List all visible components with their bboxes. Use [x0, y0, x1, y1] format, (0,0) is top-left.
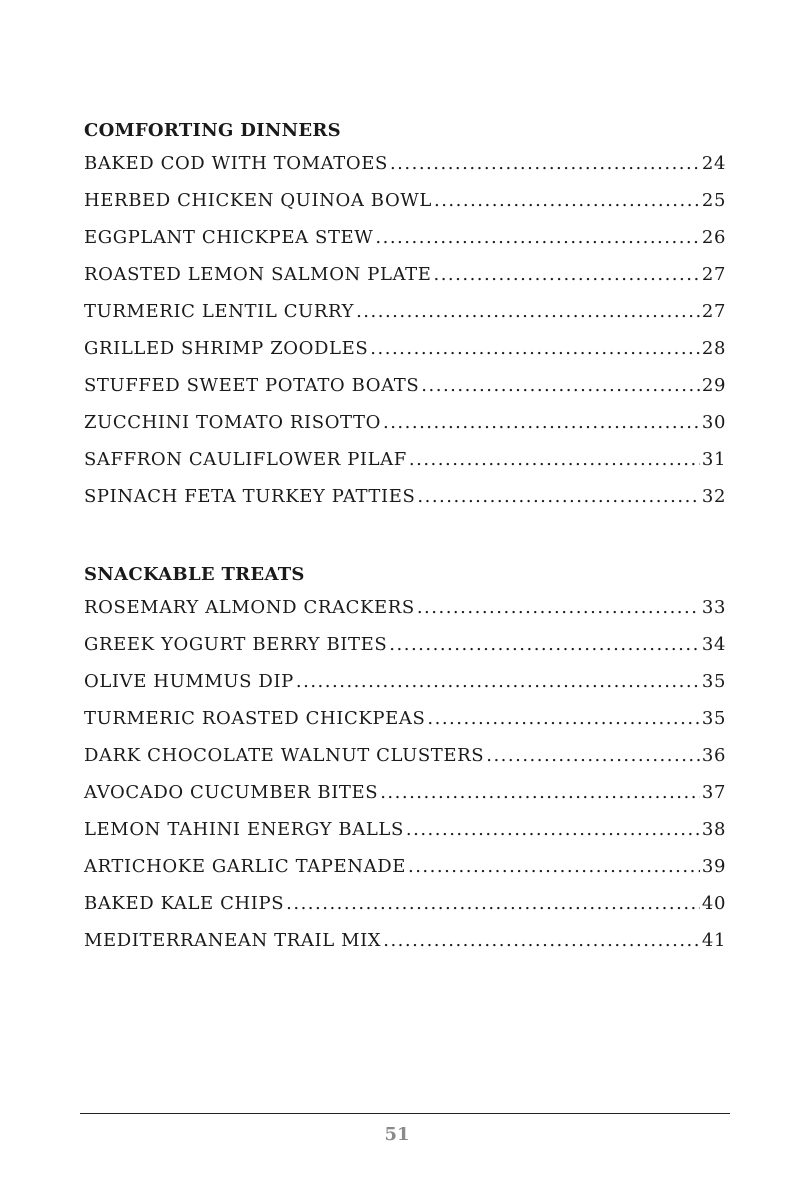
entry-page-number: 41 — [701, 930, 726, 951]
entry-page-number: 31 — [701, 449, 726, 470]
dot-leader — [433, 264, 699, 285]
dot-leader — [421, 375, 700, 396]
entry-title: TURMERIC LENTIL CURRY — [84, 301, 355, 322]
entry-title: GREEK YOGURT BERRY BITES — [84, 634, 388, 655]
entry-title: DARK CHOCOLATE WALNUT CLUSTERS — [84, 745, 485, 766]
toc-section-snacks — [84, 560, 726, 967]
toc-entry[interactable] — [84, 597, 726, 634]
entry-title: SAFFRON CAULIFLOWER PILAF — [84, 449, 407, 470]
entry-title: ROSEMARY ALMOND CRACKERS — [84, 597, 415, 618]
dot-leader — [406, 819, 700, 840]
entry-title: HERBED CHICKEN QUINOA BOWL — [84, 190, 432, 211]
entry-page-number: 39 — [701, 856, 726, 877]
dot-leader — [486, 745, 700, 766]
entry-title: ARTICHOKE GARLIC TAPENADE — [84, 856, 406, 877]
entry-page-number: 30 — [701, 412, 726, 433]
section-heading: COMFORTING DINNERS — [84, 120, 341, 141]
dot-leader — [417, 597, 700, 618]
toc-entry[interactable] — [84, 708, 726, 745]
toc-entry[interactable] — [84, 375, 726, 412]
toc-entry[interactable] — [84, 153, 726, 190]
entry-title: MEDITERRANEAN TRAIL MIX — [84, 930, 382, 951]
dot-leader — [417, 486, 700, 507]
entry-page-number: 27 — [701, 264, 726, 285]
entry-title: GRILLED SHRIMP ZOODLES — [84, 338, 369, 359]
entry-page-number: 34 — [701, 634, 726, 655]
entry-title: BAKED KALE CHIPS — [84, 893, 285, 914]
toc-entry[interactable] — [84, 301, 726, 338]
dot-leader — [383, 930, 700, 951]
toc-entry[interactable] — [84, 486, 726, 523]
toc-entry[interactable] — [84, 782, 726, 819]
entry-title: BAKED COD WITH TOMATOES — [84, 153, 388, 174]
entry-title: LEMON TAHINI ENERGY BALLS — [84, 819, 404, 840]
entry-title: EGGPLANT CHICKPEA STEW — [84, 227, 374, 248]
dot-leader — [375, 227, 700, 248]
dot-leader — [296, 671, 700, 692]
entry-page-number: 29 — [701, 375, 726, 396]
entry-page-number: 25 — [701, 190, 726, 211]
entry-title: TURMERIC ROASTED CHICKPEAS — [84, 708, 426, 729]
entry-page-number: 28 — [701, 338, 726, 359]
toc-entry[interactable] — [84, 634, 726, 671]
entry-page-number: 38 — [701, 819, 726, 840]
dot-leader — [434, 190, 700, 211]
entry-page-number: 37 — [701, 782, 726, 803]
dot-leader — [286, 893, 700, 914]
toc-entry[interactable] — [84, 819, 726, 856]
entry-title: AVOCADO CUCUMBER BITES — [84, 782, 379, 803]
entry-page-number: 27 — [701, 301, 726, 322]
footer-rule — [80, 1113, 730, 1114]
toc-section-dinners — [84, 116, 726, 523]
footer-page-number: 51 — [384, 1124, 410, 1145]
dot-leader — [427, 708, 700, 729]
entry-title: ZUCCHINI TOMATO RISOTTO — [84, 412, 381, 433]
dot-leader — [389, 634, 700, 655]
toc-entry[interactable] — [84, 930, 726, 967]
dot-leader — [356, 301, 700, 322]
toc-entry[interactable] — [84, 449, 726, 486]
toc-entry[interactable] — [84, 190, 726, 227]
toc-entry[interactable] — [84, 745, 726, 782]
entry-page-number: 36 — [701, 745, 726, 766]
dot-leader — [409, 449, 700, 470]
dot-leader — [390, 153, 700, 174]
entry-page-number: 35 — [701, 671, 726, 692]
entry-page-number: 26 — [701, 227, 726, 248]
entry-title: SPINACH FETA TURKEY PATTIES — [84, 486, 416, 507]
entry-title: ROASTED LEMON SALMON PLATE — [84, 264, 432, 285]
toc-entry[interactable] — [84, 227, 726, 264]
entry-page-number: 32 — [701, 486, 726, 507]
entry-page-number: 35 — [701, 708, 726, 729]
dot-leader — [408, 856, 700, 877]
entry-title: STUFFED SWEET POTATO BOATS — [84, 375, 420, 396]
section-heading: SNACKABLE TREATS — [84, 564, 305, 585]
toc-entry[interactable] — [84, 338, 726, 375]
toc-entry[interactable] — [84, 893, 726, 930]
entry-title: OLIVE HUMMUS DIP — [84, 671, 294, 692]
entry-page-number: 40 — [701, 893, 726, 914]
dot-leader — [383, 412, 700, 433]
entry-page-number: 33 — [701, 597, 726, 618]
toc-entry[interactable] — [84, 671, 726, 708]
toc-entry[interactable] — [84, 412, 726, 449]
toc-entry[interactable] — [84, 856, 726, 893]
toc-entry[interactable] — [84, 264, 726, 301]
dot-leader — [380, 782, 700, 803]
dot-leader — [370, 338, 700, 359]
entry-page-number: 24 — [701, 153, 726, 174]
